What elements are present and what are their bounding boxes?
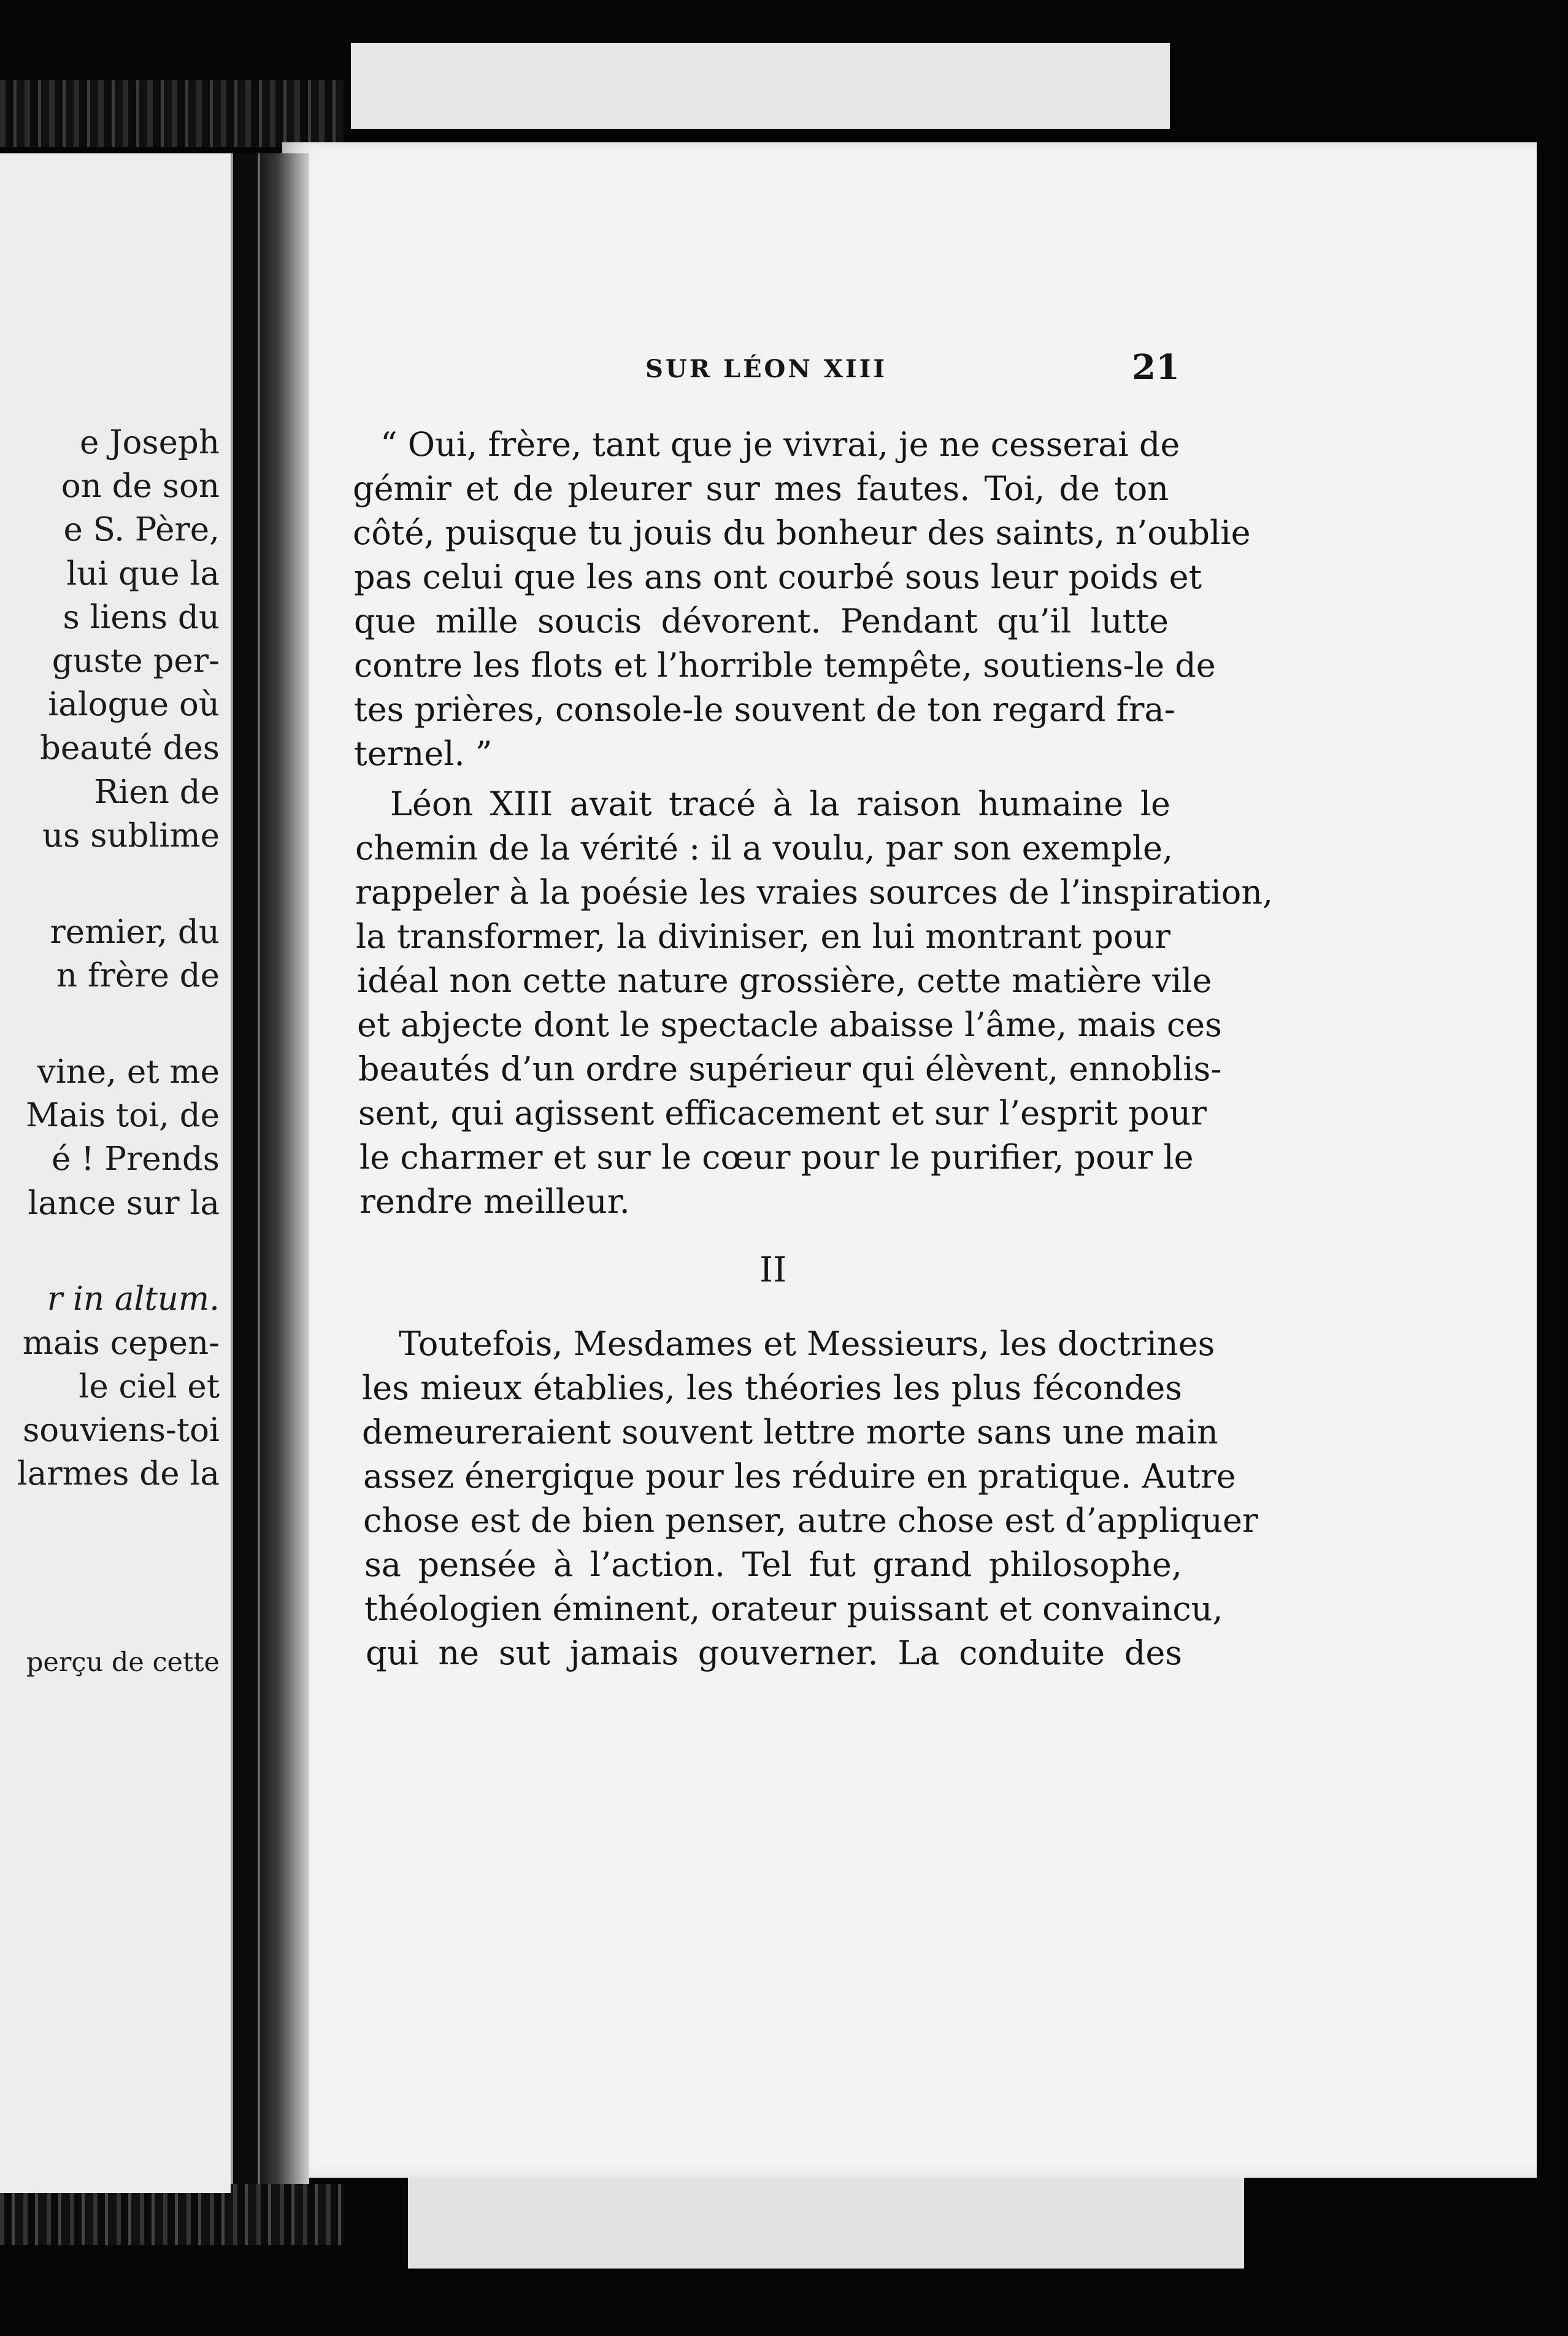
left-line: beauté des — [39, 729, 220, 767]
left-line: larmes de la — [17, 1455, 220, 1493]
text-line: pas celui que les ans ont courbé sous leur poids et — [354, 558, 1202, 596]
left-line: perçu de cette — [26, 1647, 220, 1678]
section-heading: II — [759, 1250, 787, 1290]
left-line: s liens du — [63, 599, 220, 636]
left-line: guste per- — [52, 642, 220, 680]
left-line: on de son — [61, 467, 220, 505]
text-line: que mille soucis dévorent. Pendant qu’il lutte — [354, 602, 1169, 640]
ragged-edge-top — [0, 80, 344, 147]
text-line: Toutefois, Mesdames et Messieurs, les doctrines — [399, 1324, 1215, 1363]
text-line: chose est de bien penser, autre chose est d’appliquer — [363, 1501, 1258, 1540]
left-line: r in altum. — [47, 1280, 220, 1318]
left-line: souviens-toi — [23, 1412, 220, 1449]
page-number: 21 — [1132, 347, 1180, 388]
left-line: le ciel et — [79, 1368, 220, 1405]
text-line: côté, puisque tu jouis du bonheur des saints, n’oublie — [353, 513, 1251, 552]
left-line: Mais toi, de — [25, 1097, 220, 1134]
left-line: n frère de — [56, 957, 220, 994]
book-gutter — [231, 153, 260, 2184]
text-line: la transformer, la diviniser, en lui montrant pour — [356, 917, 1170, 956]
left-line: é ! Prends — [52, 1140, 220, 1178]
gutter-shadow — [260, 153, 309, 2184]
text-line: théologien éminent, orateur puissant et convaincu, — [364, 1589, 1223, 1628]
left-page-fragment — [0, 153, 231, 2193]
left-line: lui que la — [66, 555, 220, 593]
running-head: SUR LÉON XIII — [645, 355, 888, 383]
left-line: e S. Père, — [63, 511, 220, 548]
text-line: le charmer et sur le cœur pour le purifier, pour le — [359, 1138, 1194, 1177]
text-line: chemin de la vérité : il a voulu, par son exemple, — [355, 829, 1174, 867]
text-line: “ Oui, frère, tant que je vivrai, je ne cesserai de — [380, 425, 1180, 464]
text-line: ternel. ” — [354, 734, 493, 773]
text-line: les mieux établies, les théories les plus fécondes — [362, 1369, 1182, 1407]
left-line: e Joseph — [80, 424, 220, 461]
text-line: sa pensée à l’action. Tel fut grand philosophe, — [364, 1545, 1182, 1584]
ragged-edge-bottom — [0, 2184, 344, 2245]
left-line: remier, du — [50, 913, 220, 951]
text-line: gémir et de pleurer sur mes fautes. Toi, de ton — [353, 469, 1169, 508]
text-line: Léon XIII avait tracé à la raison humaine le — [390, 785, 1170, 823]
text-line: rendre meilleur. — [359, 1182, 630, 1221]
text-line: sent, qui agissent efficacement et sur l’esprit pour — [358, 1094, 1207, 1132]
text-line: beautés d’un ordre supérieur qui élèvent, ennoblis- — [358, 1050, 1222, 1088]
text-line: assez énergique pour les réduire en pratique. Autre — [363, 1457, 1236, 1496]
text-line: idéal non cette nature grossière, cette matière vile — [357, 961, 1212, 1000]
left-line: vine, et me — [37, 1053, 220, 1091]
text-line: demeureraient souvent lettre morte sans une main — [362, 1413, 1218, 1451]
left-line: Rien de — [94, 774, 220, 811]
paper-strip-top — [351, 43, 1170, 129]
text-line: tes prières, console-le souvent de ton regard fra- — [354, 690, 1175, 729]
text-line: rappeler à la poésie les vraies sources de l’inspiration, — [355, 873, 1274, 912]
left-line: ialogue où — [48, 686, 220, 723]
left-line: us sublime — [42, 817, 220, 855]
left-line: mais cepen- — [22, 1324, 220, 1362]
text-line: et abjecte dont le spectacle abaisse l’âme, mais ces — [357, 1005, 1222, 1044]
left-line: lance sur la — [28, 1185, 220, 1222]
text-line: qui ne sut jamais gouverner. La conduite des — [366, 1634, 1182, 1672]
text-line: contre les flots et l’horrible tempête, soutiens-le de — [354, 646, 1216, 685]
